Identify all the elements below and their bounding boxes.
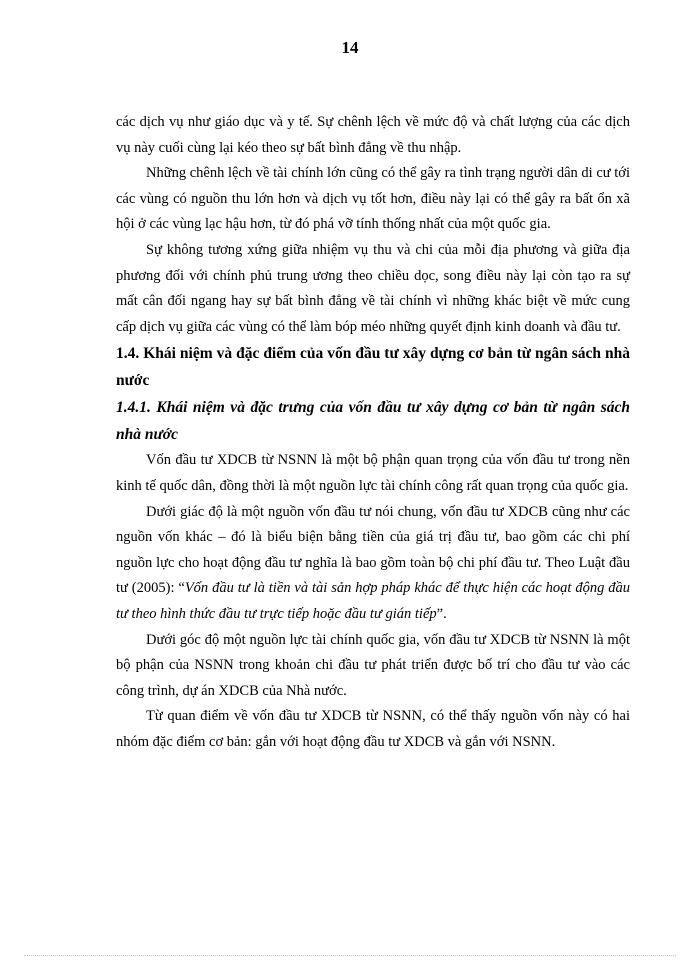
- paragraph-investment-law-text: Dưới giác độ là một nguồn vốn đầu tư nói chung, vốn đầu tư XDCB cũng như các nguồn vốn khác – đó là biểu biện bằng tiền của giá trị đầu tư, bao gồm các chi phí nguồn lực cho hoạt động đầu tư nghĩa là bao gồm toàn bộ chi phí đầu tư. Theo Luật đầu tư (2005): “: [116, 503, 630, 597]
- quote-close: ”.: [436, 605, 447, 622]
- paragraph-investment-law: [116, 500, 630, 628]
- paragraph-continued: các dịch vụ như giáo dục và y tế. Sự chênh lệch về mức độ và chất lượng của các dịch vụ này cuối cùng lại kéo theo sự bất bình đẳng về thu nhập.: [116, 114, 630, 156]
- paragraph-national-finance: Dưới góc độ một nguồn lực tài chính quốc gia, vốn đầu tư XDCB từ NSNN là một bộ phận của NSNN trong khoản chi đầu tư phát triển được bố trí cho đầu tư vào các công trình, dự án XDCB của Nhà nước.: [116, 631, 630, 699]
- law-quote: Vốn đầu tư là tiền và tài sản hợp pháp khác để thực hiện các hoạt động đầu tư theo hình thức đầu tư trực tiếp hoặc đầu tư gián tiếp: [116, 580, 630, 622]
- section-heading-1-4: 1.4. Khái niệm và đặc điểm của vốn đầu tư xây dựng cơ bản từ ngân sách nhà nước: [116, 345, 630, 390]
- paragraph-fiscal-imbalance: Sự không tương xứng giữa nhiệm vụ thu và chi của mỗi địa phương và giữa địa phương đối với chính phủ trung ương theo chiều dọc, song điều này lại còn tạo ra sự mất cân đối ngang hay sự bất bình đẳng về tài chính vì những khác biệt về mức cung cấp dịch vụ giữa các vùng có thể làm bóp méo những quyết định kinh doanh và đầu tư.: [116, 241, 630, 335]
- document-body: [116, 110, 630, 755]
- page-number: 14: [341, 38, 359, 57]
- section-heading-1-4-1: 1.4.1. Khái niệm và đặc trưng của vốn đầu tư xây dựng cơ bản từ ngân sách nhà nước: [116, 399, 630, 444]
- paragraph-migration: Những chênh lệch về tài chính lớn cũng có thể gây ra tình trạng người dân di cư tới các vùng có nguồn thu lớn hơn và dịch vụ tốt hơn, điều này lại có thể gây ra bất ổn xã hội ở các vùng lạc hậu hơn, từ đó phá vỡ tính thống nhất của một quốc gia.: [116, 165, 630, 233]
- paragraph-characteristics: Từ quan điểm về vốn đầu tư XDCB từ NSNN, có thể thấy nguồn vốn này có hai nhóm đặc điểm cơ bản: gắn với hoạt động đầu tư XDCB và gắn với NSNN.: [116, 708, 630, 750]
- paragraph-definition: Vốn đầu tư XDCB từ NSNN là một bộ phận quan trọng của vốn đầu tư trong nền kinh tế quốc dân, đồng thời là một nguồn lực tài chính công rất quan trọng của quốc gia.: [116, 452, 630, 494]
- page-bottom-divider: [24, 955, 676, 956]
